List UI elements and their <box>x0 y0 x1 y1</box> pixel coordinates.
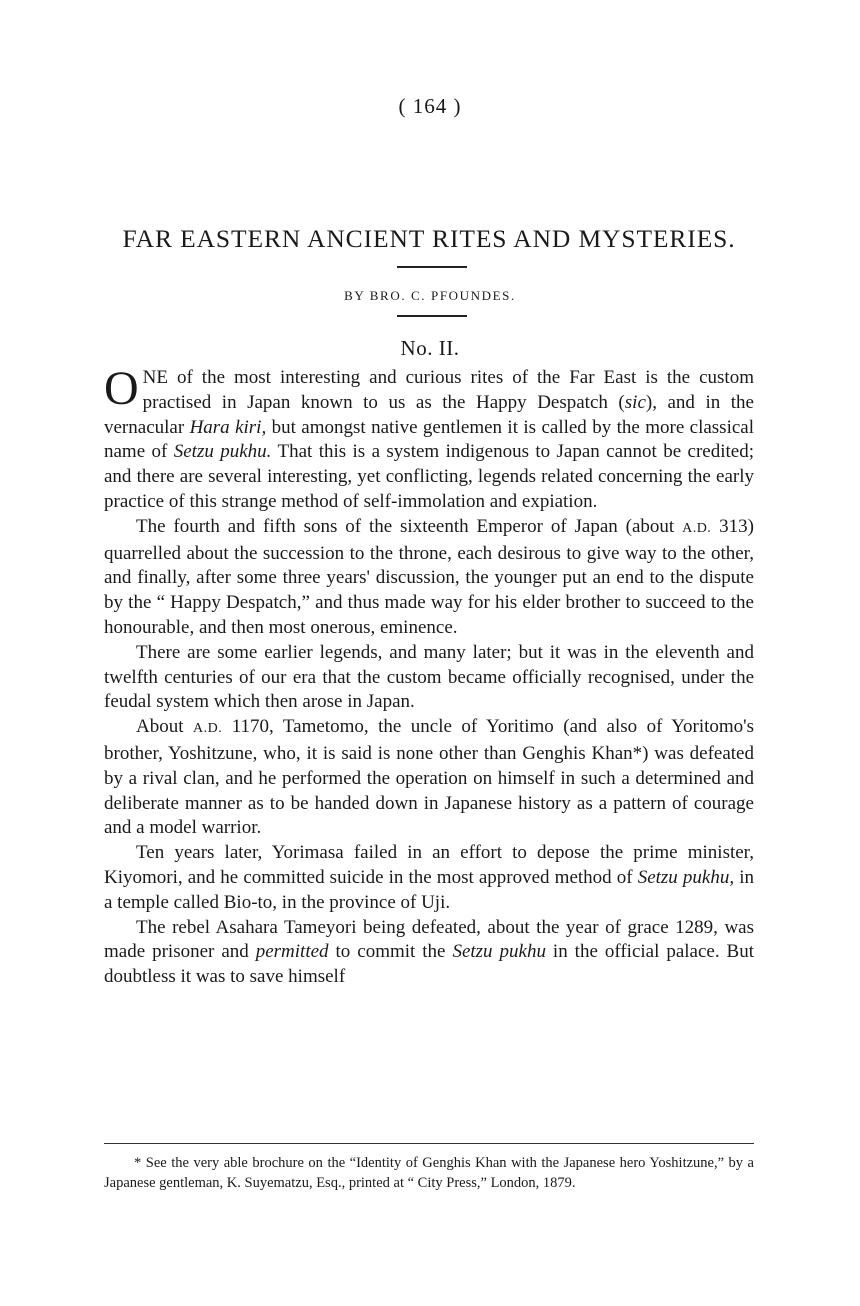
footnote-text: * See the very able brochure on the “Identity of Genghis Khan with the Japanese hero Yoshitzune,” by a Japanese gentleman, K. Suyematzu, Esq., printed at “ City Press,” London, 1879. <box>104 1155 754 1191</box>
paragraph-4: About A.D. 1170, Tametomo, the uncle of Yoritimo (and also of Yoritomo's brother, Yoshitzune, who, it is said is none other than Genghis Khan*) was defeated by a rival clan, and he performed the operation on himself in such a determined and deliberate manner as to be handed down in Japanese history as a pattern of courage and a model warrior. <box>104 716 754 839</box>
page-number: ( 164 ) <box>398 94 462 118</box>
title-rule <box>397 266 467 268</box>
paragraph-6: The rebel Asahara Tameyori being defeated, about the year of grace 1289, was made prisoner and permitted to commit the Setzu pukhu in the official palace. But doubtless it was to save himself <box>104 916 754 988</box>
article-body <box>104 362 755 990</box>
footnote-rule <box>104 1143 754 1144</box>
byline-rule <box>397 315 467 317</box>
drop-cap: O <box>104 362 139 415</box>
paragraph-1: ONE of the most interesting and curious rites of the Far East is the custom practised in Japan known to us as the Happy Despatch (sic), and in the vernacular Hara kiri, but amongst native gentlemen it is called by the more classical name of Setzu pukhu. That this is a system indigenous to Japan cannot be credited; and there are several interesting, yet conflicting, legends related concerning the early practice of this strange method of self-immolation and expiation. <box>104 362 755 512</box>
paragraph-2: The fourth and fifth sons of the sixteenth Emperor of Japan (about A.D. 313) quarrelled about the succession to the throne, each desirous to give way to the other, and finally, after some three years' discussion, the younger put an end to the dispute by the “ Happy Despatch,” and thus made way for his elder brother to succeed to the honourable, and then most onerous, eminence. <box>104 515 755 638</box>
paragraph-3: There are some earlier legends, and many later; but it was in the eleventh and twelfth centuries of our era that the custom became officially recognised, under the feudal system which then arose in Japan. <box>104 641 754 713</box>
article-title: FAR EASTERN ANCIENT RITES AND MYSTERIES. <box>122 224 736 253</box>
paragraph-5: Ten years later, Yorimasa failed in an effort to depose the prime minister, Kiyomori, and he committed suicide in the most approved method of Setzu pukhu, in a temple called Bio-to, in the province of Uji. <box>104 842 754 913</box>
author-byline: BY BRO. C. PFOUNDES. <box>344 288 516 303</box>
section-number: No. II. <box>400 336 460 360</box>
footnote <box>104 1153 754 1193</box>
